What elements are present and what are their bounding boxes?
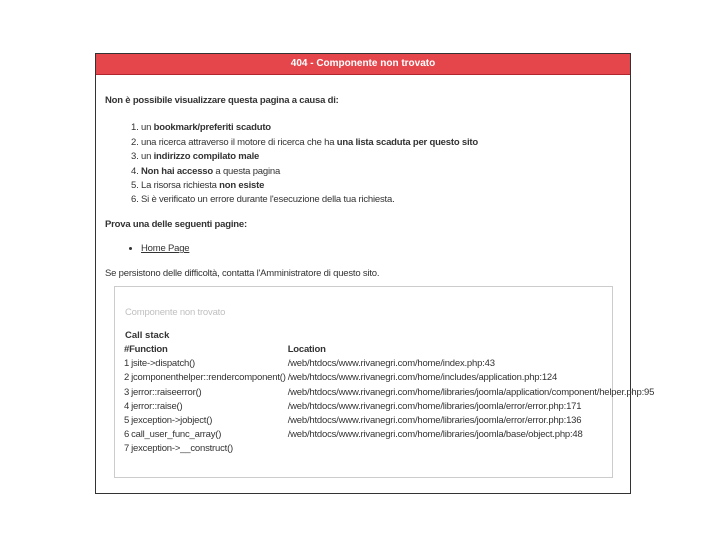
reason-text: Si è verificato un errore durante l'esecuzione della tua richiesta. [141,194,395,206]
call-stack-function: jexception->jobject() [131,415,213,427]
call-stack-row [123,400,655,414]
call-stack-index: 1 [124,358,130,370]
call-stack-index: 7 [124,443,130,455]
call-stack-function: jsite->dispatch() [131,358,196,370]
call-stack-function: jerror::raise() [131,400,183,412]
call-stack-location: /web/htdocs/www.rivanegri.com/home/index.php:43 [287,358,495,370]
call-stack-index: 5 [124,415,130,427]
error-intro: Non è possibile visualizzare questa pagina a causa di: [105,95,339,106]
try-pages-label: Prova una delle seguenti pagine: [105,218,247,230]
call-stack-location [287,442,656,456]
reason-text: un [141,122,154,134]
error-page-frame [95,53,655,494]
call-stack-index: 2 [124,372,130,384]
call-stack-table [123,343,655,457]
error-title-bar [96,54,630,75]
call-stack-row [123,428,655,442]
call-stack-location: /web/htdocs/www.rivanegri.com/home/includes/application.php:124 [287,372,558,384]
call-stack-row [123,357,655,371]
reason-item [141,150,621,164]
reason-item [141,179,621,193]
function-column-header: #Function [124,344,168,355]
reason-item [141,165,621,179]
reasons-list [105,121,621,207]
reason-emphasis: una lista scaduta per questo sito [336,136,478,148]
reason-item [141,193,621,207]
call-stack-location: /web/htdocs/www.rivanegri.com/home/libraries/joomla/error/error.php:171 [287,400,582,412]
call-stack-function: jexception->__construct() [131,443,234,455]
call-stack-index: 6 [124,429,130,441]
call-stack-location: /web/htdocs/www.rivanegri.com/home/libraries/joomla/application/component/helper.php:95 [287,386,655,398]
error-title: 404 - Componente non trovato [290,58,436,69]
call-stack-row [123,442,655,456]
error-content [96,94,630,281]
error-details-box [114,286,655,478]
reason-text: un [141,151,154,163]
call-stack-function: jerror::raiseerror() [131,386,202,398]
error-message: Componente non trovato [125,307,226,318]
reason-emphasis: Non hai accesso [141,165,213,177]
reason-item [141,121,621,135]
reason-emphasis: bookmark/preferiti scaduto [153,122,271,134]
location-column-header: Location [287,344,326,355]
call-stack-header-row [123,343,655,357]
call-stack-index: 3 [124,386,130,398]
contact-admin-text: Se persistono delle difficoltà, contatta l'Amministratore di questo sito. [105,267,380,279]
reason-text: una ricerca attraverso il motore di ricerca che ha [141,136,337,148]
call-stack-row [123,414,655,428]
reason-text: a questa pagina [212,165,281,177]
call-stack-location: /web/htdocs/www.rivanegri.com/home/libraries/joomla/error/error.php:136 [287,415,582,427]
reason-emphasis: indirizzo compilato male [153,151,260,163]
call-stack-index: 4 [124,400,130,412]
call-stack-function: call_user_func_array() [131,429,222,441]
reason-item [141,136,621,150]
reason-emphasis: non esiste [219,180,265,192]
call-stack-function: jcomponenthelper::rendercomponent() [131,372,286,384]
call-stack-location: /web/htdocs/www.rivanegri.com/home/libraries/joomla/base/object.php:48 [287,429,583,441]
reason-text: La risorsa richiesta [141,180,220,192]
call-stack-row [123,386,655,400]
home-page-link[interactable]: Home Page [141,243,190,255]
call-stack-title: Call stack [125,330,170,341]
suggested-page-item [141,242,621,256]
suggested-pages-list [105,242,621,256]
call-stack-row [123,371,655,385]
